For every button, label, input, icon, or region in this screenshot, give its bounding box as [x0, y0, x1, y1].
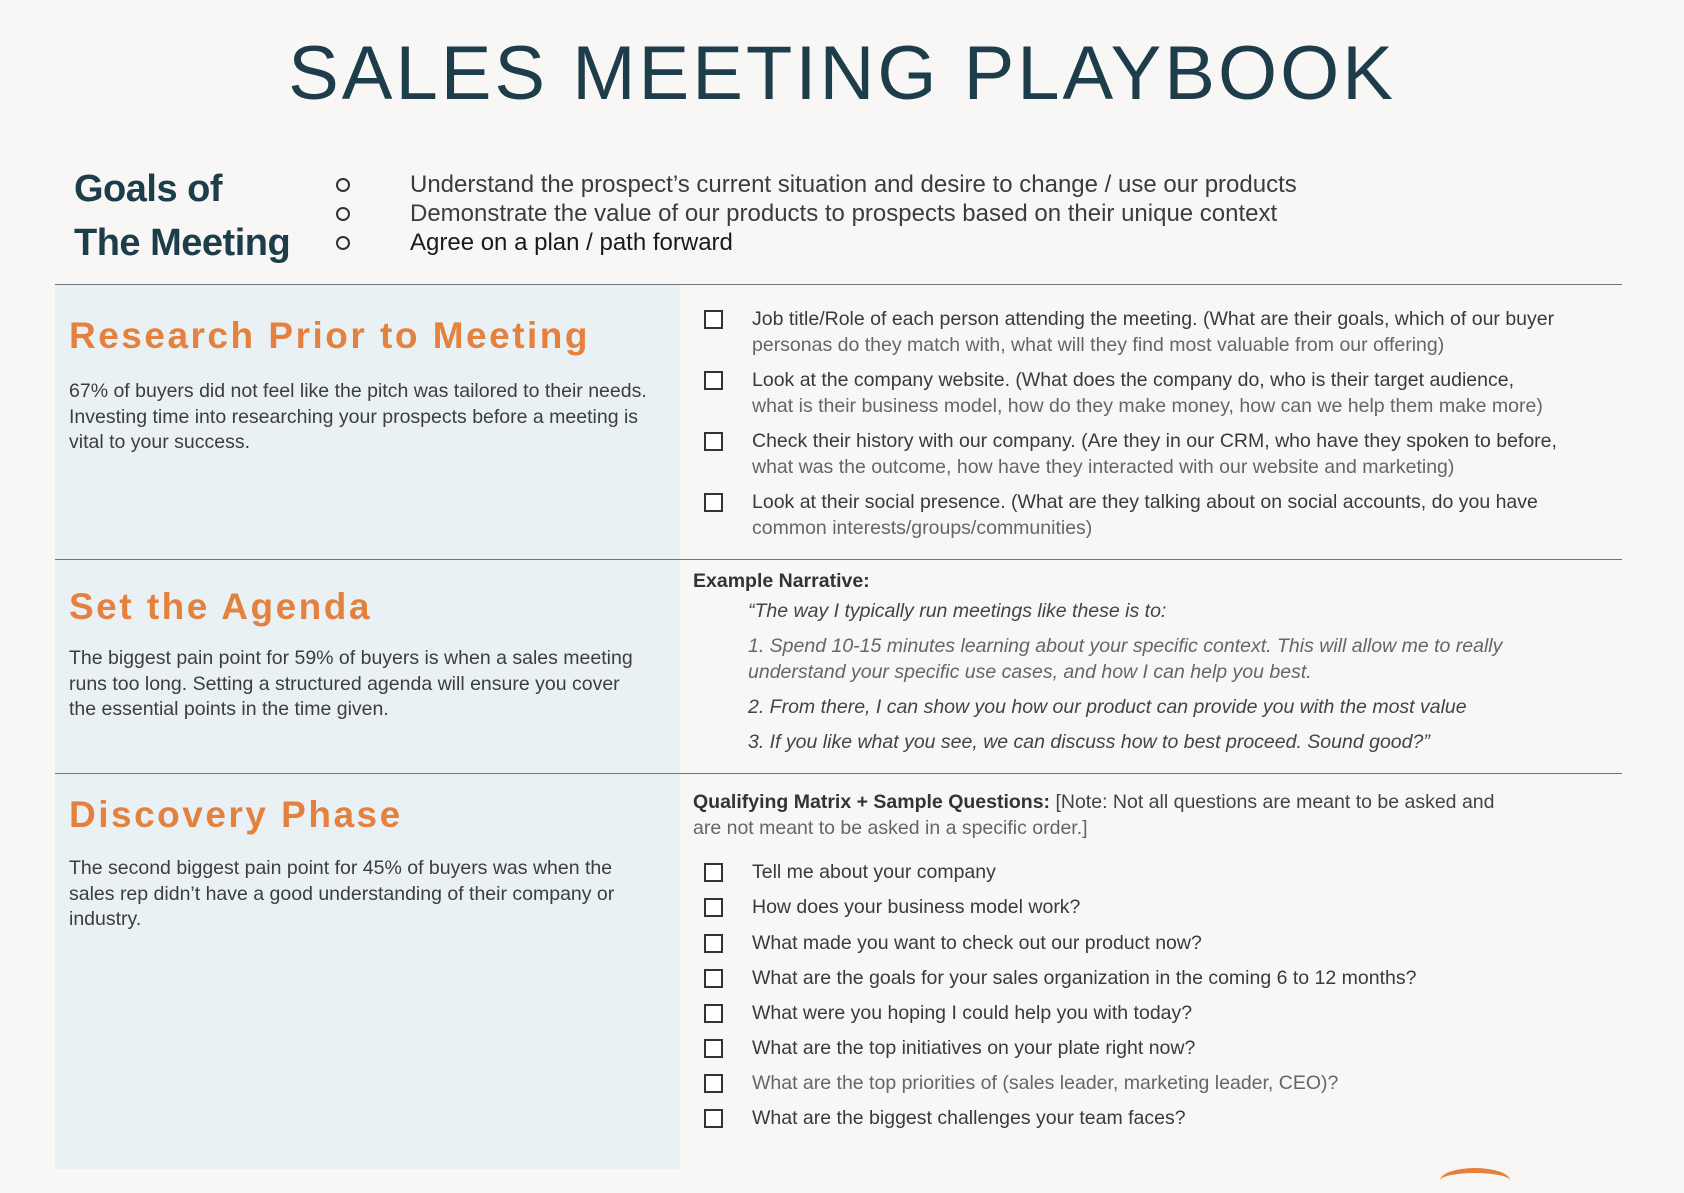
question-text: How does your business model work? — [752, 896, 1081, 918]
circle-bullet-icon — [336, 178, 350, 192]
checkbox[interactable] — [704, 969, 723, 988]
checkbox[interactable] — [704, 863, 723, 882]
question-item — [704, 1106, 1186, 1132]
narrative-step3: 3. If you like what you see, we can discuss how to best proceed. Sound good?” — [748, 731, 1430, 753]
agenda-left-panel — [55, 560, 680, 774]
discovery-section — [55, 773, 1622, 1169]
checkbox[interactable] — [704, 1039, 723, 1058]
question-text: What are the top initiatives on your plate right now? — [752, 1037, 1196, 1059]
question-item — [704, 966, 1416, 992]
checklist-main: Look at their social presence. (What are they talking about on social accounts, do you have — [752, 491, 1538, 513]
agenda-heading: Set the Agenda — [69, 586, 372, 627]
checkbox[interactable] — [704, 493, 723, 512]
goal-text: Agree on a plan / path forward — [410, 228, 733, 256]
checklist-sub: what was the outcome, how have they interacted with our website and marketing) — [752, 455, 1455, 478]
checkbox[interactable] — [704, 934, 723, 953]
checklist-main: Job title/Role of each person attending the meeting. (What are their goals, which of our buyer — [752, 308, 1555, 330]
question-text: What made you want to check out our product now? — [752, 932, 1202, 954]
page-title: SALES MEETING PLAYBOOK — [288, 31, 1396, 116]
narrative-step1-line2: understand your specific use cases, and how I can help you best. — [748, 661, 1312, 683]
decorative-swoosh — [1440, 1168, 1510, 1193]
checkbox[interactable] — [704, 310, 723, 329]
question-item — [704, 1001, 1192, 1027]
checklist-item — [704, 490, 1538, 541]
question-item — [704, 860, 996, 886]
goal-item — [336, 170, 1297, 199]
goals-list — [336, 170, 1297, 257]
research-description: 67% of buyers did not feel like the pitch was tailored to their needs. Investing time into researching your prospects before a meeting is vital to your success. — [69, 380, 647, 453]
question-text: What are the goals for your sales organization in the coming 6 to 12 months? — [752, 967, 1417, 989]
question-item — [704, 931, 1202, 957]
goals-heading — [74, 162, 290, 270]
goals-heading-line1: Goals of — [74, 168, 223, 210]
goal-text: Demonstrate the value of our products to prospects based on their unique context — [410, 199, 1278, 227]
matrix-note-bold: Qualifying Matrix + Sample Questions: — [693, 791, 1051, 813]
checkbox[interactable] — [704, 1109, 723, 1128]
research-section — [55, 284, 1622, 560]
checklist-sub: personas do they match with, what will they find most valuable from our offering) — [752, 333, 1445, 356]
question-text: What were you hoping I could help you with today? — [752, 1002, 1193, 1024]
matrix-note-line2: are not meant to be asked in a specific order.] — [693, 816, 1088, 839]
checkbox[interactable] — [704, 432, 723, 451]
question-text: Tell me about your company — [752, 861, 996, 883]
narrative-intro: “The way I typically run meetings like these is to: — [748, 600, 1167, 622]
checkbox[interactable] — [704, 371, 723, 390]
narrative-label: Example Narrative: — [693, 570, 870, 592]
question-text: What are the biggest challenges your team faces? — [752, 1107, 1186, 1129]
checklist-item — [704, 368, 1543, 419]
question-text: What are the top priorities of (sales leader, marketing leader, CEO)? — [752, 1072, 1339, 1094]
research-checklist — [680, 285, 1622, 560]
question-item — [704, 1071, 1338, 1097]
circle-bullet-icon — [336, 207, 350, 221]
matrix-note — [693, 790, 1573, 841]
agenda-narrative — [680, 560, 1622, 774]
discovery-questions — [680, 774, 1622, 1169]
research-left-panel — [55, 285, 680, 560]
checklist-main: Look at the company website. (What does the company do, who is their target audience, — [752, 369, 1515, 391]
narrative-step1-line1: 1. Spend 10-15 minutes learning about your specific context. This will allow me to really — [748, 635, 1503, 657]
discovery-description: The second biggest pain point for 45% of buyers was when the sales rep didn’t have a good understanding of their company or industry. — [69, 857, 615, 930]
checklist-item — [704, 307, 1554, 358]
question-item — [704, 895, 1080, 921]
discovery-left-panel — [55, 774, 680, 1169]
checklist-sub: what is their business model, how do they make money, how can we help them make more) — [752, 394, 1543, 417]
checkbox[interactable] — [704, 1074, 723, 1093]
discovery-heading: Discovery Phase — [69, 794, 403, 835]
goal-item — [336, 228, 1297, 257]
checklist-sub: common interests/groups/communities) — [752, 516, 1093, 539]
circle-bullet-icon — [336, 236, 350, 250]
research-heading: Research Prior to Meeting — [69, 315, 591, 356]
agenda-description: The biggest pain point for 59% of buyers is when a sales meeting runs too long. Setting a structured agenda will ensure you cover the essential points in the time given. — [69, 647, 633, 720]
narrative-step2: 2. From there, I can show you how our product can provide you with the most value — [748, 696, 1467, 718]
goals-heading-line2: The Meeting — [74, 222, 291, 264]
checklist-item — [704, 429, 1557, 480]
goal-text: Understand the prospect’s current situation and desire to change / use our products — [410, 170, 1297, 198]
checkbox[interactable] — [704, 1004, 723, 1023]
checkbox[interactable] — [704, 898, 723, 917]
checklist-main: Check their history with our company. (Are they in our CRM, who have they spoken to before, — [752, 430, 1557, 452]
matrix-note-rest: [Note: Not all questions are meant to be asked and — [1050, 791, 1495, 813]
question-item — [704, 1036, 1195, 1062]
goal-item — [336, 199, 1297, 228]
agenda-section — [55, 559, 1622, 774]
